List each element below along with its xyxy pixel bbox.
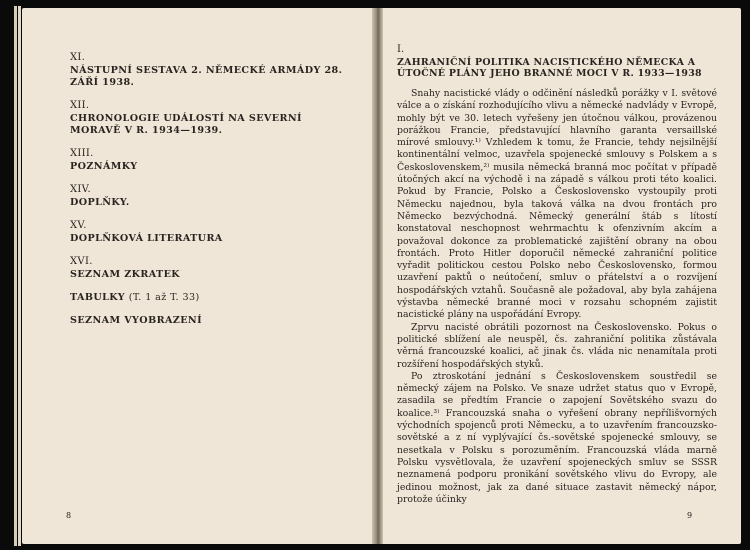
toc-entry-title: DOPLŇKY. xyxy=(70,197,130,208)
toc-entry xyxy=(70,148,370,173)
toc-entry-number: XII. xyxy=(70,100,90,111)
paragraph: Snahy nacistické vlády o odčinění následků porážky v I. světové válce a o získání rozhodujícího vlivu a německé nadvlády v Evropě, mohly být ve 30. letech vyřešeny jen útočnou válkou, provázenou porážkou Francie, představující hlavního garanta versaillské mírové smlouvy.¹⁾ Vzhledem k tomu, že Francie, tehdy nejsilnější kontinentální velmoc, uzavřela spojenecké smlouvy s Polskem a s Československem,²⁾ musila německá branná moc počítat v případě útočných akcí na východě i na západě s válkou proti této koalici. Pokud by Francie, Polsko a Československo vystoupily proti Německu najednou, byla taková válka na dvou frontách pro Německo bezvýchodná. Německý generální štáb s lítostí konstatoval neschopnost wehrmachtu k ofenzivním akcím a považoval dokonce za problematické zajištění obrany na obou frontách. Proto Hitler doporučil německé zahraniční politice vyřadit politickou cestou Polsko nebo Československo, formou uzavření paktů o neútočení, smluv o přátelství a o rozvíjení hospodářských vztahů. Současně ale požadoval, aby byla zahájena výstavba německé branné moci v rozsahu schopném zajistit nacistické plány na uspořádání Evropy. xyxy=(397,88,717,321)
toc-entry xyxy=(70,52,370,89)
toc-entry-number: XVI. xyxy=(70,256,93,267)
chapter xyxy=(397,44,717,506)
page-number-left: 8 xyxy=(66,511,72,520)
left-page xyxy=(22,8,372,544)
toc-entry-number: XIV. xyxy=(70,184,91,195)
chapter-body xyxy=(397,88,717,506)
toc-entry-number: XI. xyxy=(70,52,86,63)
book-gutter xyxy=(372,8,383,544)
toc-entry-number: XV. xyxy=(70,220,87,231)
toc-entry-title: NÁSTUPNÍ SESTAVA 2. NĚMECKÉ ARMÁDY 28. ZÁŘÍ 1938. xyxy=(70,65,343,88)
chapter-title: ZAHRANIČNÍ POLITIKA NACISTICKÉHO NĚMECKA A ÚTOČNÉ PLÁNY JEHO BRANNÉ MOCI V R. 1933—1938 xyxy=(397,57,702,79)
toc-tables-label: TABULKY xyxy=(70,292,126,303)
table-of-contents xyxy=(70,52,370,338)
toc-entry xyxy=(70,100,370,137)
paragraph: Po ztroskotání jednání s Československem soustředil se německý zájem na Polsko. Ve snaze udržet status quo v Evropě, zasadila se předtím Francie o zapojení Sovětského svazu do koalice.³⁾ Francouzská snaha o vyřešení obrany nepřílišvorných východních spojenců proti Německu, a to uzavřením francouzsko-sovětské a z ní vyplývající čs.-sovětské spojenecké smlouvy, se nesetkala v Polsku s porozuměním. Francouzská vláda marně Polsku vysvětlovala, že uzavření spojeneckých smluv se SSSR neznamená podporu pronikání sovětského vlivu do Evropy, ale jedinou možnost, jak za dané situace zastavit německý nápor, protože účinky xyxy=(397,370,717,505)
toc-entry-title: DOPLŇKOVÁ LITERATURA xyxy=(70,233,223,244)
page-number-right: 9 xyxy=(687,511,693,520)
toc-entry xyxy=(70,256,370,281)
right-page xyxy=(383,8,741,544)
toc-tables-range: (T. 1 až T. 33) xyxy=(128,292,200,303)
page-stack-edge xyxy=(14,6,17,546)
toc-entry-title: POZNÁMKY xyxy=(70,161,138,172)
paragraph: Zprvu nacisté obrátili pozornost na Československo. Pokus o politické sblížení ale neuspěl, čs. zahraniční politika zůstávala věrná francouzské koalici, ač jinak čs. vláda nic nenamítala proti rozšíření hospodářských styků. xyxy=(397,321,717,370)
toc-entry-title: SEZNAM ZKRATEK xyxy=(70,269,181,280)
toc-tables-entry xyxy=(70,292,370,304)
chapter-number: I. xyxy=(397,44,405,55)
toc-illustrations-entry: SEZNAM VYOBRAZENÍ xyxy=(70,315,202,326)
toc-entry-title: CHRONOLOGIE UDÁLOSTÍ NA SEVERNÍ MORAVĚ V R. 1934—1939. xyxy=(70,113,302,136)
toc-entry xyxy=(70,184,370,209)
toc-entry xyxy=(70,220,370,245)
toc-entry-number: XIII. xyxy=(70,148,94,159)
page-stack-edge xyxy=(18,6,21,546)
